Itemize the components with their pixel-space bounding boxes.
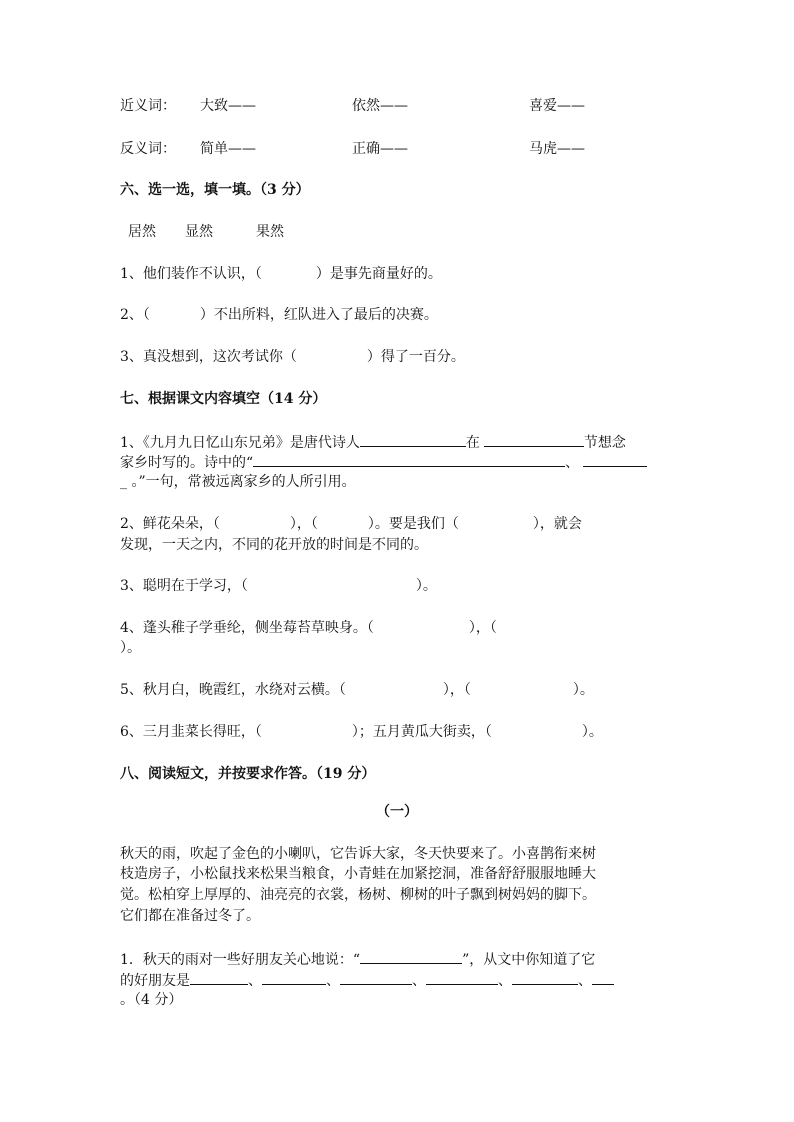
s7-q2-line1: 2、鲜花朵朵，（ ），（ ）。要是我们（ ），就会 <box>120 516 582 532</box>
s8-q1-line2: 的好朋友是 、 、 、 、 、 <box>120 969 614 991</box>
section6-heading: 六、选一选，填一填。（3 分） <box>120 182 310 198</box>
s7-q1-line2: 家乡时写的。诗中的“ 、 <box>120 451 647 473</box>
section8-heading: 八、阅读短文，并按要求作答。（19 分） <box>120 766 376 782</box>
s6-q2: 2、（ ）不出所料，红队进入了最后的决赛。 <box>120 307 438 323</box>
s6-q1: 1、他们装作不认识，（ ）是事先商量好的。 <box>120 266 442 282</box>
passage-subheading: （一） <box>376 804 418 820</box>
synonym-2: 依然—— <box>352 98 408 114</box>
option-1: 居然 <box>128 224 156 240</box>
answer-line[interactable] <box>190 969 248 985</box>
s6-q3: 3、真没想到，这次考试你（ ）得了一百分。 <box>120 349 465 365</box>
option-3: 果然 <box>256 224 284 240</box>
answer-line[interactable] <box>426 969 498 985</box>
s7-q3: 3、聪明在于学习，（ ）。 <box>120 578 437 594</box>
answer-line[interactable] <box>592 969 614 985</box>
s7-q1-line1: 1、《九月九日忆山东兄弟》是唐代诗人 在 节想念 <box>120 431 626 453</box>
passage-line-1: 秋天的雨，吹起了金色的小喇叭，它告诉大家，冬天快要来了。小喜鹊衔来树 <box>120 846 596 862</box>
answer-line[interactable] <box>340 969 412 985</box>
s7-q5: 5、秋月白，晚霞红，水绕对云横。（ ），（ ）。 <box>120 682 594 698</box>
s7-q4-line1: 4、蓬头稚子学垂纶，侧坐莓苔草映身。（ ），（ <box>120 620 497 636</box>
antonym-2: 正确—— <box>352 141 408 157</box>
passage-line-2: 枝造房子，小松鼠找来松果当粮食，小青蛙在加紧挖洞，准备舒舒服服地睡大 <box>120 866 596 882</box>
antonyms-label: 反义词： <box>120 141 176 157</box>
s8-q1-line3: 。（4 分） <box>120 992 183 1008</box>
s8-q1-line1: 1．秋天的雨对一些好朋友关心地说：“ ”，从文中你知道了它 <box>120 948 595 970</box>
antonym-3: 马虎—— <box>529 141 585 157</box>
answer-line[interactable] <box>512 969 578 985</box>
s7-q4-line2: ）。 <box>120 640 141 656</box>
answer-line[interactable] <box>262 969 326 985</box>
answer-line[interactable] <box>583 451 647 467</box>
answer-line[interactable] <box>484 431 584 447</box>
answer-line[interactable] <box>253 451 565 467</box>
option-2: 显然 <box>185 224 213 240</box>
answer-line[interactable] <box>360 431 466 447</box>
antonym-1: 简单—— <box>200 141 256 157</box>
synonym-3: 喜爱—— <box>529 98 585 114</box>
synonyms-label: 近义词： <box>120 98 176 114</box>
passage-line-3: 觉。松柏穿上厚厚的、油亮亮的衣裳，杨树、柳树的叶子飘到树妈妈的脚下。 <box>120 887 596 903</box>
passage-line-4: 它们都在准备过冬了。 <box>120 908 260 924</box>
s7-q2-line2: 发现，一天之内，不同的花开放的时间是不同的。 <box>120 537 428 553</box>
s7-q1-line3: _ 。”一句，常被远离家乡的人所引用。 <box>120 474 356 490</box>
answer-line[interactable] <box>360 948 462 964</box>
section7-heading: 七、根据课文内容填空（14 分） <box>120 391 327 407</box>
synonym-1: 大致—— <box>200 98 256 114</box>
s7-q6: 6、三月韭菜长得旺，（ ）；五月黄瓜大街卖，（ ）。 <box>120 724 603 740</box>
